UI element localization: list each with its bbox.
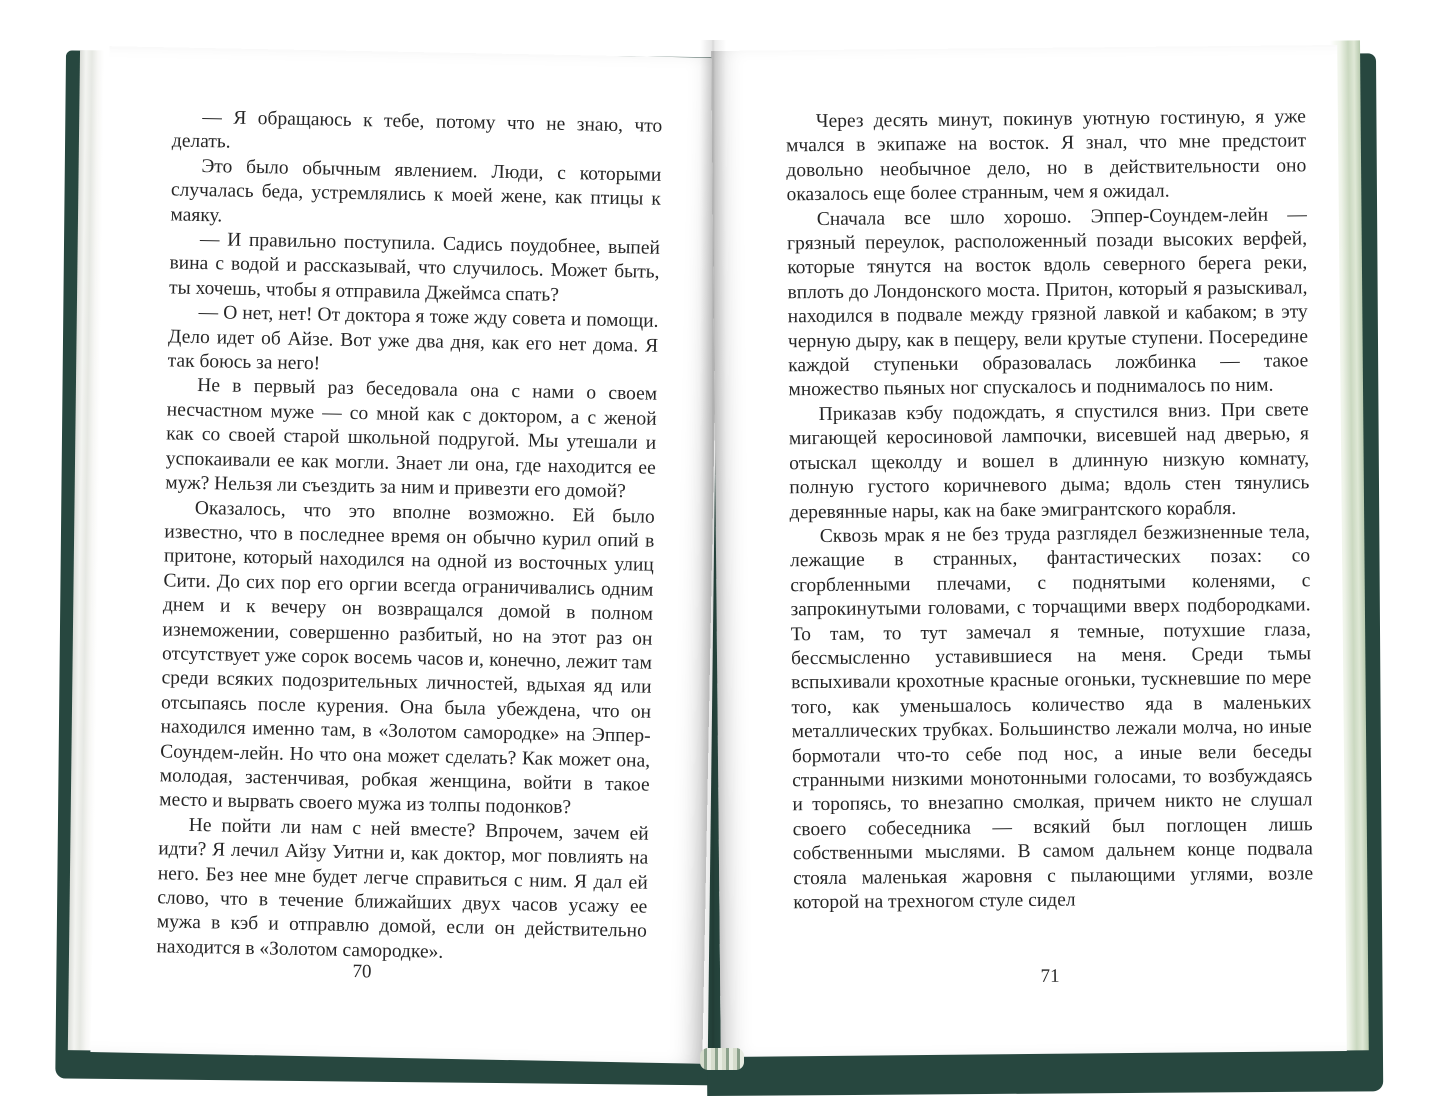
right-page [711,45,1347,1057]
paragraph: Не пойти ли нам с ней вместе? Впрочем, зачем ей идти? Я лечил Айзу Уитни и, как доктор, мог повлиять на него. Без нее мне будет легче справиться с ним. Я дал ей слово, что в течение ближайших двух часов усажу ее мужа в кэб и отправлю домой, если он действительно находится в «Золотом самородке». [156,814,649,963]
paragraph: Сквозь мрак я не без труда разглядел безжизненные тела, лежащие в странных, фантастических позах: со сгорбленными плечами, с поднятыми коленями, с запрокинутыми головами, с торчащими вверх подбородками. То там, то тут замечал я темные, потухшие глаза, бессмысленно уставившиеся на меня. Среди тьмы вспыхивали крохотные красные огоньки, тускневшие по мере того, как уменьшалось количество яда в маленьких металлических трубках. Большинство лежали молча, но иные бормотали что-то себе под нос, а иные вели беседы странными низкими монотонными голосами, то возбуждаясь и торопясь, то внезапно смолкая, причем никто не слушал своего собеседника — всякий был поглощен лишь собственными мыслями. В самом дальнем конце подвала стояла маленькая жаровня с пылающими углями, возле которой на трехногом стуле сидел [789,521,1314,914]
paragraph: Оказалось, что это вполне возможно. Ей было известно, что в последнее время он обычно курил опий в притоне, который находился на одной из восточных улиц Сити. До сих пор его оргии всегда ограничивались одним днем и к вечеру он возвращался домой в полном изнеможении, совершенно разбитый, но на этот раз он отсутствует уже сорок восемь часов и, конечно, лежит там среди всяких подозрительных личностей, вдыхая яд или отсыпаясь после курения. Она была убеждена, что он находился именно там, в «Золотом самородке» на Эппер-Соундем-лейн. Но что она может сделать? Как может она, молодая, застенчивая, робкая женщина, войти в такое место и вырвать своего мужа из толпы подонков? [159,497,655,819]
paragraph: Приказав кэбу подождать, я спустился вниз. При свете мигающей керосиновой лампочки, висевшей над дверью, я отыскал щеколду и вошел в длинную низкую комнату, полную густого коричневого дыма; вдоль стен тянулись деревянные нары, как на баке эмигрантского корабля. [788,399,1310,523]
book-headband [700,1048,744,1070]
left-page [90,46,721,1064]
paragraph: — И правильно поступила. Садись поудобнее, выпей вина с водой и рассказывай, что случилось. Может быть, ты хочешь, чтобы я отправила Джеймса спать? [168,229,661,306]
page-number: 71 [1040,965,1060,987]
paragraph: Через десять минут, покинув уютную гостиную, я уже мчался в экипаже на восток. Я знал, что мне предстоит довольно необычное дело, но в действительности оно оказалось еще более странным, чем я ожидал. [786,106,1307,206]
paragraph: — О нет, нет! От доктора я тоже жду совета и помощи. Дело идет об Айзе. Вот уже два дня, как его нет дома. Я так боюсь за него! [167,302,659,375]
left-page-text [156,105,662,968]
paragraph: Это было обычным явлением. Люди, с которыми случалась беда, устремлялись к моей жене, как птицы к маяку. [170,155,662,227]
right-page-text [786,105,1314,915]
paragraph: — Я обращаюсь к тебе, потому что не знаю, что делать. [171,107,663,153]
page-number: 70 [352,961,372,983]
paragraph: Сначала все шло хорошо. Эппер-Соундем-лейн — грязный переулок, расположенный позади высоких верфей, которые тянутся на восток вдоль северного берега реки, вплоть до Лондонского моста. Притон, который я разыскивал, находился в подвале между грязной лавкой и кабаком; в эту черную дыру, как в пещеру, вели крутые ступени. Посередине каждой ступеньки образовалась ложбинка — такое множество пьяных ног спускалось и поднималось по ним. [786,203,1309,401]
book-gutter [700,40,726,1060]
paragraph: Не в первый раз беседовала она с нами о своем несчастном муже — со мной как с доктором, а с женой как со своей старой школьной подругой. Мы утешали и успокаивали ее как могли. Знает ли она, где находится ее муж? Нельзя ли съездить за ним и привезти его домой? [165,375,658,503]
